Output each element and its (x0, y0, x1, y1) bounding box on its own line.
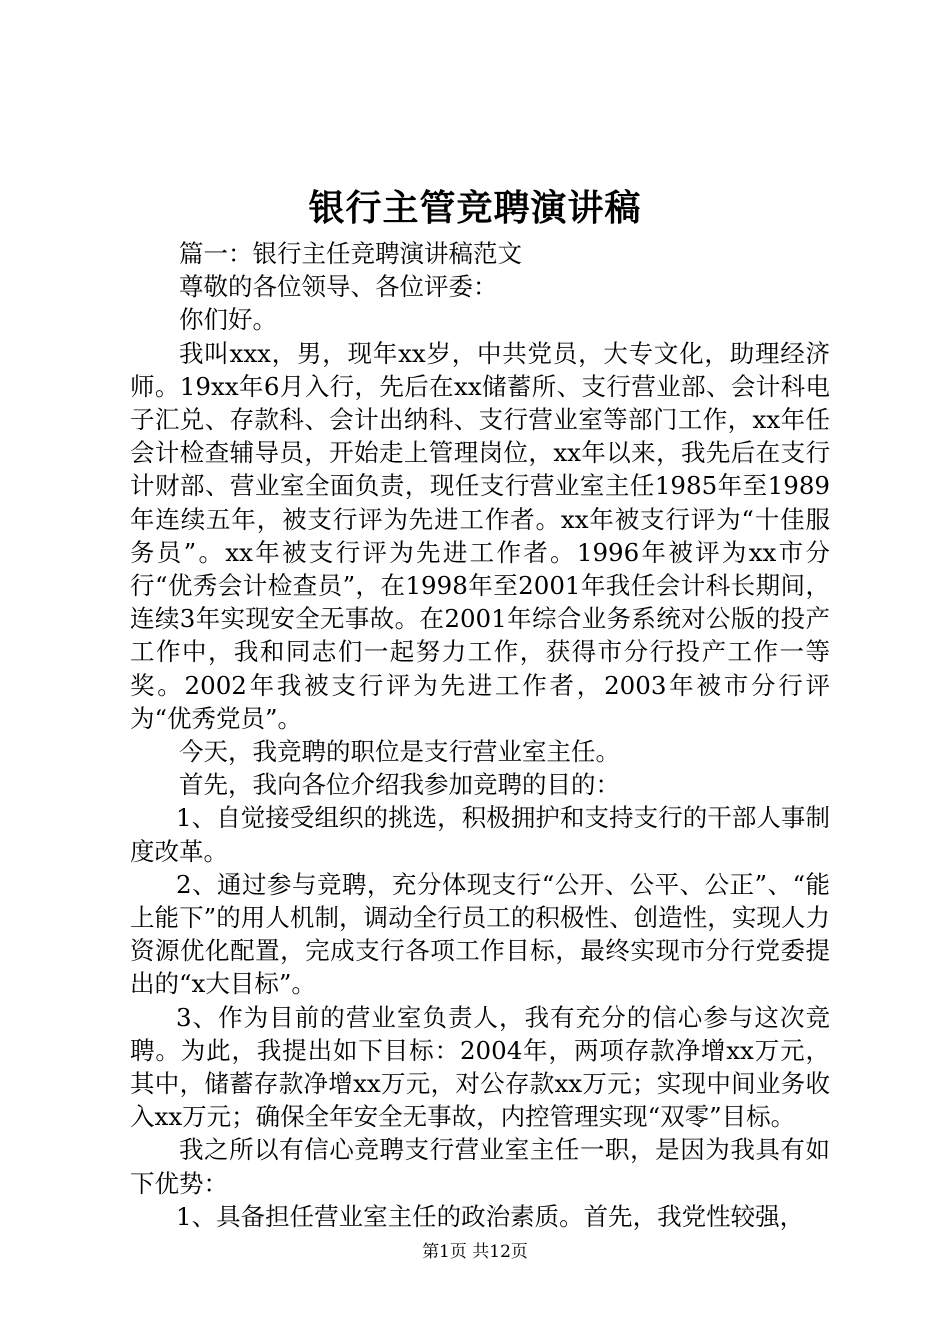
paragraph-purpose-intro: 首先，我向各位介绍我参加竞聘的目的： (179, 770, 620, 800)
paragraph-greeting: 你们好。 (179, 305, 277, 335)
paragraph-advantages-intro: 我之所以有信心竞聘支行营业室主任一职，是因为我具有如下优势： (130, 1135, 830, 1198)
paragraph-salutation: 尊敬的各位领导、各位评委： (179, 272, 498, 302)
document-title: 银行主管竞聘演讲稿 (308, 187, 642, 229)
paragraph-purpose-3: 3、作为目前的营业室负责人，我有充分的信心参与这次竞聘。为此，我提出如下目标：2004年，两项存款净增xx万元，其中，储蓄存款净增xx万元，对公存款xx万元；实现中间业务收入xx万元；确保全年安全无事故，内控管理实现“双零”目标。 (130, 1002, 830, 1132)
document-body (130, 237, 830, 1233)
page-footer: 第1页 共12页 (422, 1242, 528, 1262)
paragraph-position: 今天，我竞聘的职位是支行营业室主任。 (179, 737, 620, 767)
paragraph-advantage-1: 1、具备担任营业室主任的政治素质。首先，我党性较强， (176, 1201, 805, 1231)
paragraph-purpose-2: 2、通过参与竞聘，充分体现支行“公开、公平、公正”、“能上能下”的用人机制，调动全行员工的积极性、创造性，实现人力资源优化配置，完成支行各项工作目标，最终实现市分行党委提出的“x大目标”。 (130, 869, 830, 999)
paragraph-introduction: 我叫xxx，男，现年xx岁，中共党员，大专文化，助理经济师。19xx年6月入行，先后在xx储蓄所、支行营业部、会计科电子汇兑、存款科、会计出纳科、支行营业室等部门工作，xx年任会计检查辅导员，开始走上管理岗位，xx年以来，我先后在支行计财部、营业室全面负责，现任支行营业室主任1985年至1989年连续五年，被支行评为先进工作者。xx年被支行评为“十佳服务员”。xx年被支行评为先进工作者。1996年被评为xx市分行“优秀会计检查员”，在1998年至2001年我任会计科长期间，连续3年实现安全无事故。在2001年综合业务系统对公版的投产工作中，我和同志们一起努力工作，获得市分行投产工作一等奖。2002年我被支行评为先进工作者，2003年被市分行评为“优秀党员”。 (130, 338, 830, 733)
paragraph-purpose-1: 1、自觉接受组织的挑选，积极拥护和支持支行的干部人事制度改革。 (130, 803, 830, 866)
paragraph-heading: 篇一：银行主任竞聘演讲稿范文 (179, 239, 522, 268)
